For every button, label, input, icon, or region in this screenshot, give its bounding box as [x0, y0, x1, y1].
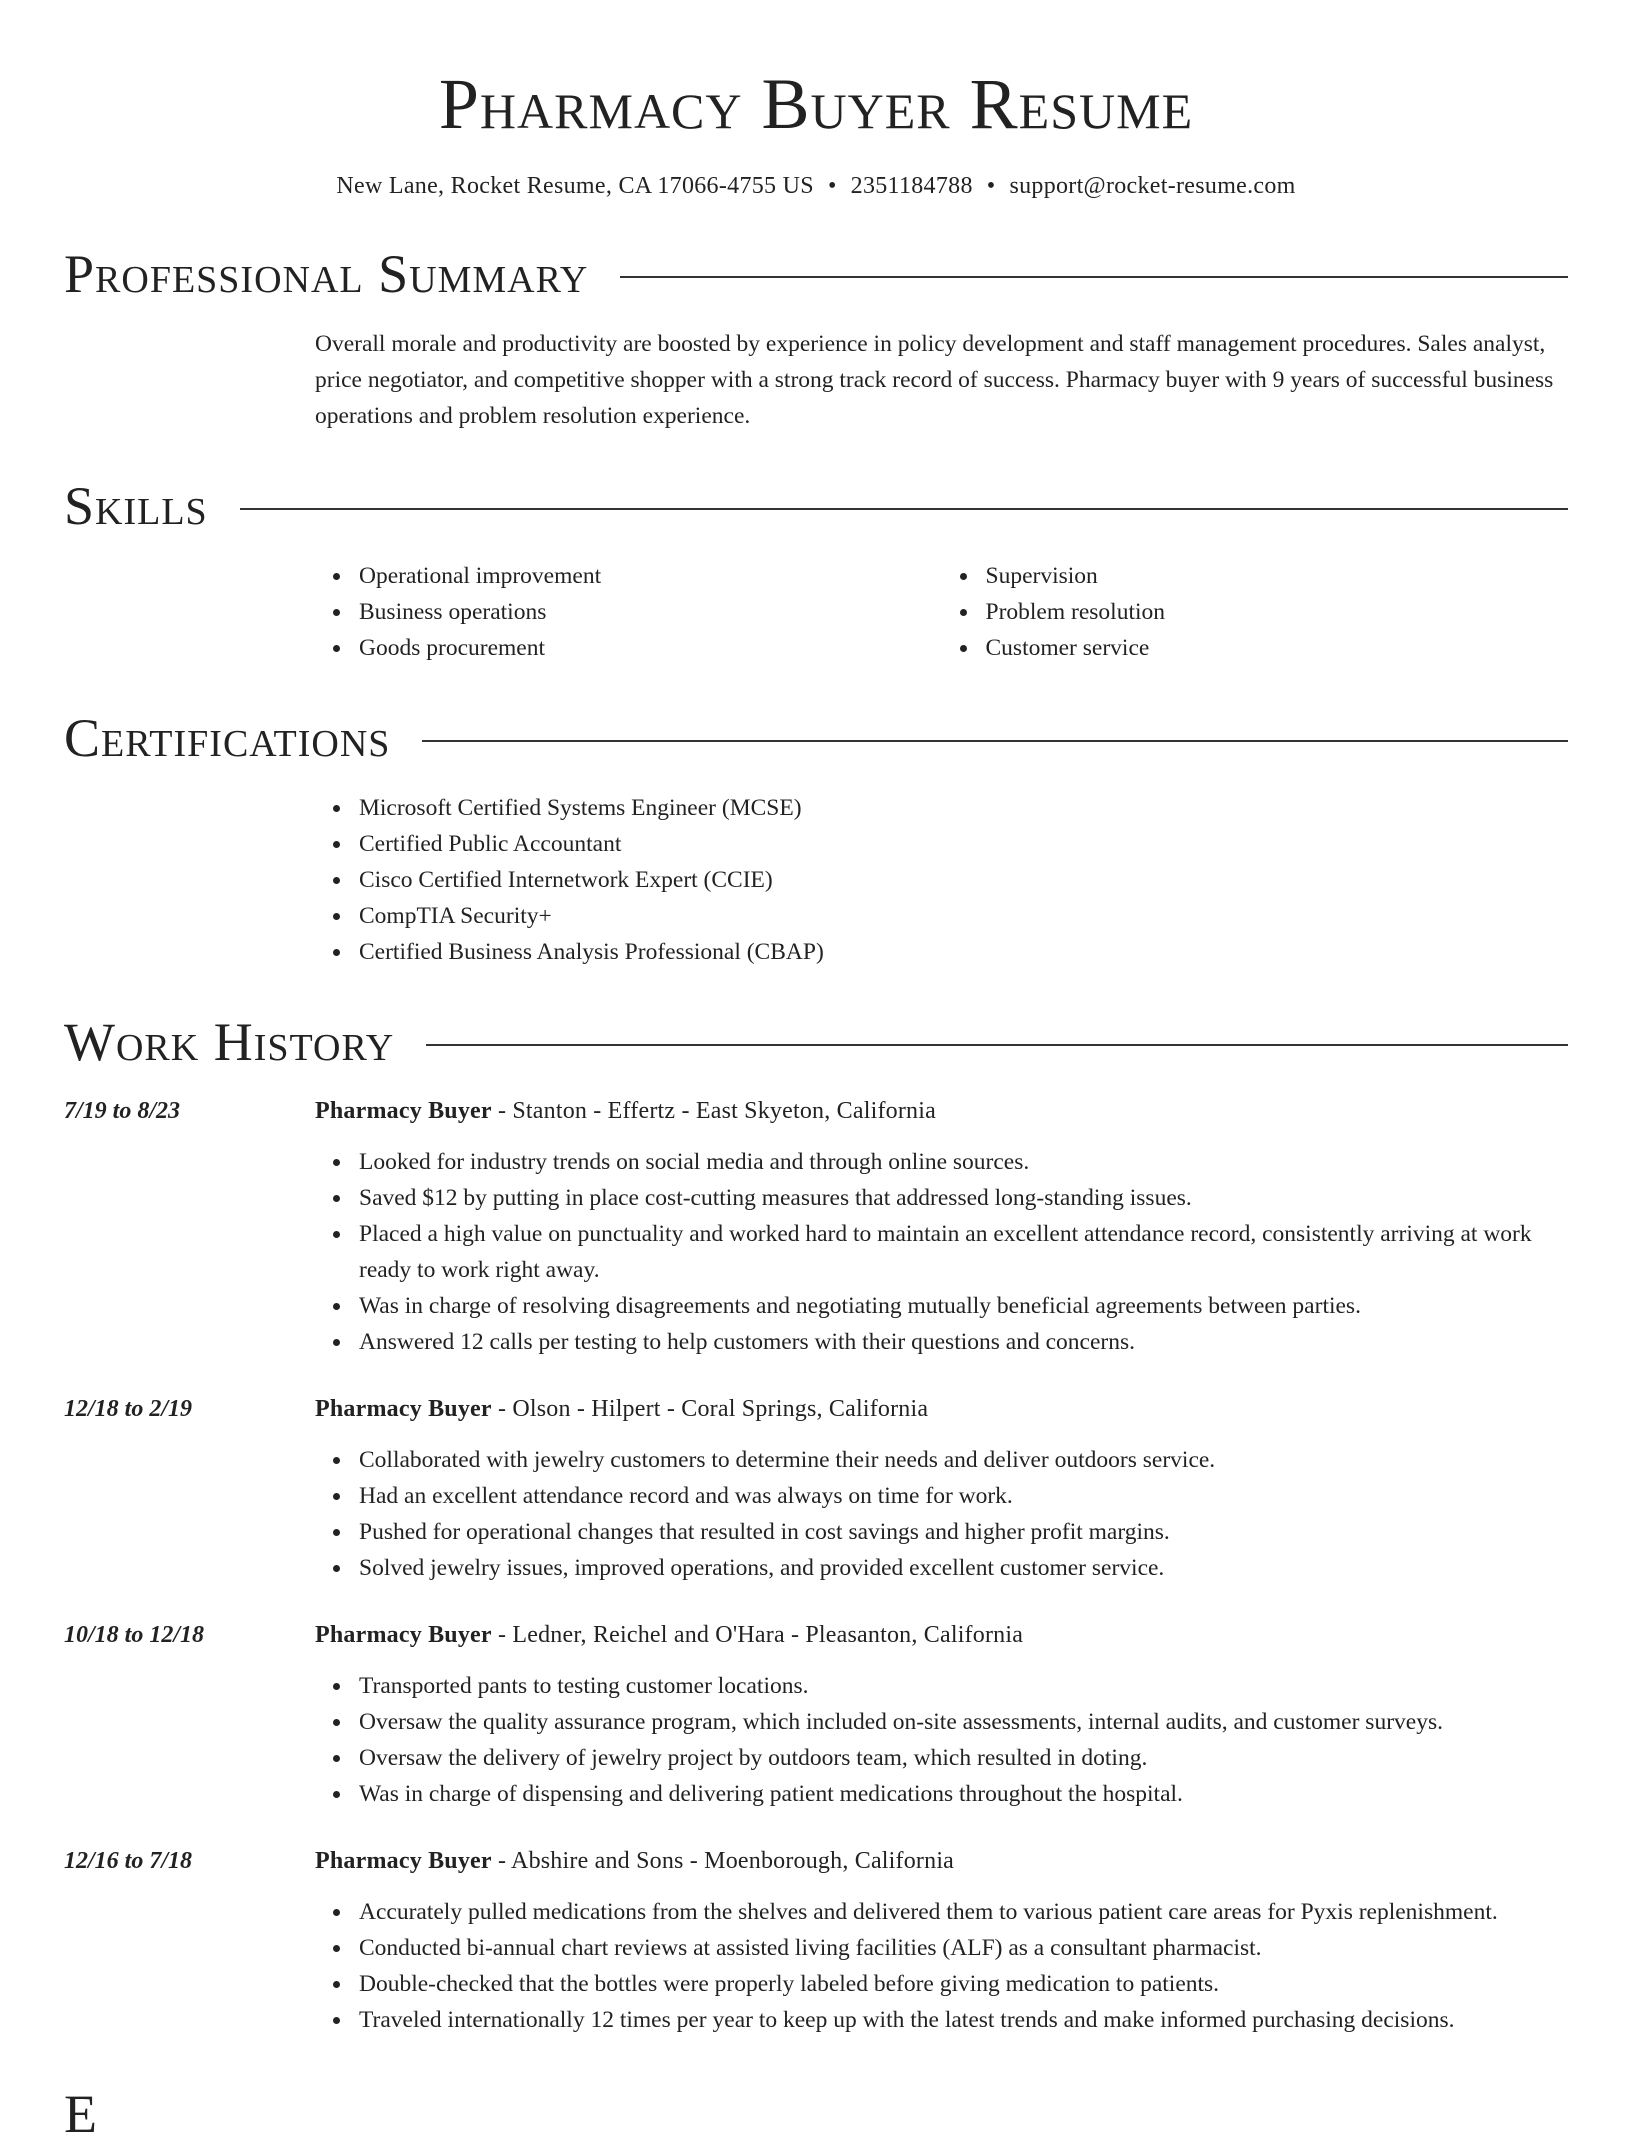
contact-separator: • [986, 173, 996, 199]
job-bullet: Solved jewelry issues, improved operations, and provided excellent customer service. [359, 1550, 1568, 1586]
skill-item: Goods procurement [359, 630, 942, 666]
job-bullet: Double-checked that the bottles were properly labeled before giving medication to patients. [359, 1966, 1568, 2002]
job-bullet: Placed a high value on punctuality and worked hard to maintain an excellent attendance record, consistently arriving at work ready to work right away. [359, 1216, 1568, 1288]
job-employer: - Stanton - Effertz - East Skyeton, California [491, 1098, 936, 1124]
certifications-section-header [64, 708, 1568, 768]
job-title: Pharmacy Buyer [315, 1396, 492, 1422]
work-body [64, 1094, 1568, 2038]
certifications-list [315, 790, 1568, 970]
summary-heading: Professional Summary [64, 244, 589, 304]
skills-heading: Skills [64, 476, 208, 536]
job-entry [64, 1844, 1568, 2038]
job-dates: 12/16 to 7/18 [64, 1848, 193, 1874]
section-divider [422, 740, 1568, 742]
certification-item: Certified Public Accountant [359, 826, 1568, 862]
work-section-header [64, 1012, 1568, 1072]
skill-item: Supervision [986, 558, 1569, 594]
job-bullet: Accurately pulled medications from the shelves and delivered them to various patient care areas for Pyxis replenishment. [359, 1894, 1568, 1930]
job-entry [64, 1618, 1568, 1812]
job-title-line [315, 1618, 1023, 1652]
certification-item: Cisco Certified Internetwork Expert (CCIE) [359, 862, 1568, 898]
next-section-heading-partial: E [64, 2084, 97, 2144]
job-bullet: Was in charge of resolving disagreements and negotiating mutually beneficial agreements between parties. [359, 1288, 1568, 1324]
certifications-heading: Certifications [64, 708, 391, 768]
job-bullet: Traveled internationally 12 times per year to keep up with the latest trends and make informed purchasing decisions. [359, 2002, 1568, 2038]
job-bullets [315, 1442, 1568, 1586]
job-dates: 10/18 to 12/18 [64, 1622, 205, 1648]
job-dates: 12/18 to 2/19 [64, 1396, 193, 1422]
skills-section-header [64, 476, 1568, 536]
contact-line [64, 170, 1568, 202]
job-header [64, 1094, 1568, 1128]
job-bullet: Looked for industry trends on social media and through online sources. [359, 1144, 1568, 1180]
job-header [64, 1392, 1568, 1426]
skill-item: Customer service [986, 630, 1569, 666]
job-title-line [315, 1392, 928, 1426]
job-bullets [315, 1894, 1568, 2038]
job-title: Pharmacy Buyer [315, 1622, 492, 1648]
skills-body [315, 558, 1568, 666]
job-bullet: Oversaw the quality assurance program, which included on-site assessments, internal audits, and customer surveys. [359, 1704, 1568, 1740]
skills-list-right [942, 558, 1569, 666]
certification-item: Microsoft Certified Systems Engineer (MCSE) [359, 790, 1568, 826]
job-header [64, 1618, 1568, 1652]
job-bullet: Conducted bi-annual chart reviews at assisted living facilities (ALF) as a consultant pharmacist. [359, 1930, 1568, 1966]
contact-address: New Lane, Rocket Resume, CA 17066-4755 US [336, 173, 814, 199]
skill-item: Business operations [359, 594, 942, 630]
summary-text: Overall morale and productivity are boosted by experience in policy development and staff management procedures. Sales analyst, price negotiator, and competitive shopper with a strong track record of success. Pharmacy buyer with 9 years of successful business operations and problem resolution experience. [315, 331, 1554, 429]
job-bullet: Pushed for operational changes that resulted in cost savings and higher profit margins. [359, 1514, 1568, 1550]
job-bullets [315, 1668, 1568, 1812]
job-bullets [315, 1144, 1568, 1360]
resume-page [64, 0, 1568, 2144]
skill-item: Problem resolution [986, 594, 1569, 630]
summary-body [315, 326, 1568, 434]
job-title-line [315, 1094, 936, 1128]
certification-item: CompTIA Security+ [359, 898, 1568, 934]
job-dates: 7/19 to 8/23 [64, 1098, 181, 1124]
job-entry [64, 1094, 1568, 1360]
work-heading: Work History [64, 1012, 395, 1072]
job-bullet: Transported pants to testing customer locations. [359, 1668, 1568, 1704]
skills-list-left [315, 558, 942, 666]
job-entry [64, 1392, 1568, 1586]
job-employer: - Ledner, Reichel and O'Hara - Pleasanton, California [491, 1622, 1024, 1648]
job-title: Pharmacy Buyer [315, 1848, 492, 1874]
section-divider [620, 276, 1568, 278]
job-bullet: Oversaw the delivery of jewelry project by outdoors team, which resulted in doting. [359, 1740, 1568, 1776]
job-title-line [315, 1844, 954, 1878]
job-employer: - Abshire and Sons - Moenborough, California [491, 1848, 955, 1874]
job-title: Pharmacy Buyer [315, 1098, 492, 1124]
contact-phone: 2351184788 [850, 173, 973, 199]
job-bullet: Was in charge of dispensing and delivering patient medications throughout the hospital. [359, 1776, 1568, 1812]
contact-email: support@rocket-resume.com [1009, 173, 1296, 199]
contact-separator: • [827, 173, 837, 199]
skill-item: Operational improvement [359, 558, 942, 594]
certification-item: Certified Business Analysis Professional (CBAP) [359, 934, 1568, 970]
job-bullet: Saved $12 by putting in place cost-cutting measures that addressed long-standing issues. [359, 1180, 1568, 1216]
resume-title: Pharmacy Buyer Resume [438, 64, 1194, 144]
summary-section-header [64, 244, 1568, 304]
certifications-body [315, 790, 1568, 970]
job-bullet: Collaborated with jewelry customers to determine their needs and deliver outdoors service. [359, 1442, 1568, 1478]
section-divider [240, 508, 1568, 510]
job-header [64, 1844, 1568, 1878]
job-bullet: Answered 12 calls per testing to help customers with their questions and concerns. [359, 1324, 1568, 1360]
job-bullet: Had an excellent attendance record and was always on time for work. [359, 1478, 1568, 1514]
section-divider [426, 1044, 1568, 1046]
job-employer: - Olson - Hilpert - Coral Springs, California [491, 1396, 929, 1422]
